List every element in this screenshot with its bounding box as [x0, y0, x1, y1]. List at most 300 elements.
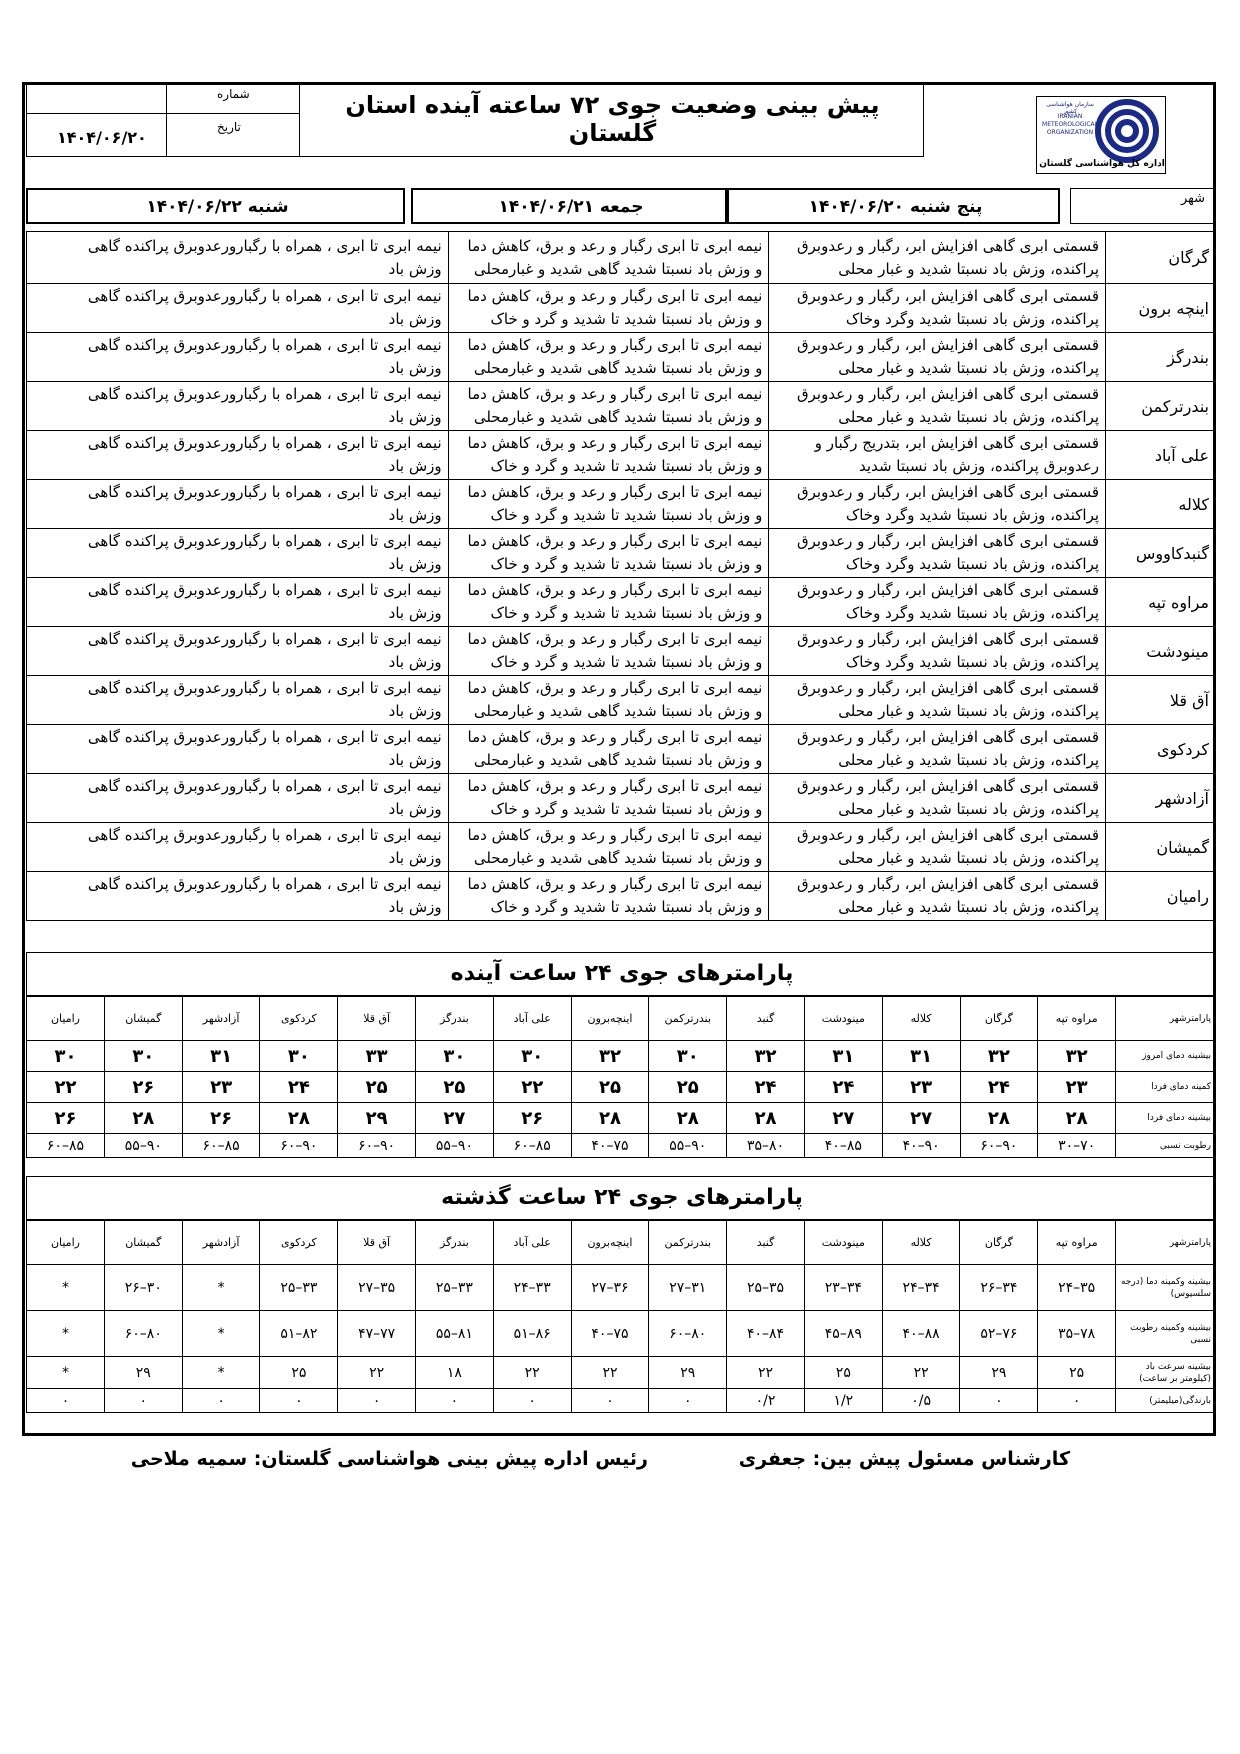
- forecast-cell-d1: [769, 823, 1106, 872]
- forecast-city: مینودشت: [1106, 627, 1216, 676]
- parameter-value: ۰: [571, 1389, 649, 1413]
- parameter-value: ۲۸: [260, 1103, 338, 1134]
- past24-row: [27, 1311, 1216, 1357]
- forecast-text-line: و وزش باد نسبتا شدید تا شدید و گرد و خاک: [490, 800, 763, 818]
- forecast-cell-d1: [769, 333, 1106, 382]
- forecast-text-line: پراکنده، وزش باد نسبتا شدید وگرد وخاک: [845, 653, 1100, 671]
- parameter-value: ۲۵: [260, 1357, 338, 1389]
- parameter-value: ۲۵: [571, 1072, 649, 1103]
- next24-header-row: [27, 997, 1216, 1041]
- forecast-text-line: و وزش باد نسبتا شدید تا شدید و گرد و خاک: [490, 604, 763, 622]
- city-column-header: گنبد: [727, 997, 805, 1041]
- city-column-header: اینچه‌برون: [571, 997, 649, 1041]
- forecast-cell-d3: [27, 232, 449, 284]
- parameter-value: ۲۹: [104, 1357, 182, 1389]
- forecast-text-line: و وزش باد نسبتا شدید تا شدید و گرد و خاک: [490, 506, 763, 524]
- parameter-label: کمینه دمای فردا: [1116, 1072, 1216, 1103]
- city-column-header: گرگان: [960, 997, 1038, 1041]
- city-column-header: مینودشت: [804, 1221, 882, 1265]
- forecast-text-line: پراکنده، وزش باد نسبتا شدید و غبار محلی: [838, 751, 1100, 769]
- city-column-header: رامیان: [27, 1221, 105, 1265]
- forecast-row: [27, 232, 1216, 284]
- forecast-text-line: نیمه ابری تا ابری رگبار و رعد و برق، کاهش دما: [467, 581, 763, 599]
- past24-row: [27, 1389, 1216, 1413]
- parameter-label: رطوبت نسبی: [1116, 1134, 1216, 1158]
- city-column-header: کردکوی: [260, 1221, 338, 1265]
- day-header-1: پنج شنبه ۱۴۰۴/۰۶/۲۰: [727, 188, 1060, 224]
- forecast-text-line: نیمه ابری تا ابری رگبار و رعد و برق، کاهش دما: [467, 236, 763, 255]
- forecast-text-line: قسمتی ابری گاهی افزایش ابر، رگبار و رعدوبرق: [797, 287, 1100, 305]
- parameter-value: ۳۱: [182, 1041, 260, 1072]
- forecast-row: [27, 578, 1216, 627]
- parameter-value: ۳۱: [804, 1041, 882, 1072]
- parameter-label: بیشینه دمای امروز: [1116, 1041, 1216, 1072]
- city-header: شهر: [1180, 191, 1205, 206]
- parameter-value: ۸۹–۴۵: [804, 1311, 882, 1357]
- forecast-text-line: قسمتی ابری گاهی افزایش ابر، رگبار و رعدوبرق: [797, 679, 1100, 697]
- forecast-row: [27, 774, 1216, 823]
- day-header-3: شنبه ۱۴۰۴/۰۶/۲۲: [26, 188, 405, 224]
- date-label: تاریخ: [217, 120, 241, 134]
- forecast-cell-d3: [27, 382, 449, 431]
- city-column-header: رامیان: [27, 997, 105, 1041]
- next24-row: [27, 1072, 1216, 1103]
- parameter-value: ۹۰–۴۰: [882, 1134, 960, 1158]
- parameter-value: ۰: [1038, 1389, 1116, 1413]
- parameter-value: ۲۳: [1038, 1072, 1116, 1103]
- header-number-value-cell: [26, 82, 167, 114]
- parameter-value: ۸۵–۶۰: [182, 1134, 260, 1158]
- forecast-text-line: وزش باد: [388, 702, 442, 720]
- forecast-cell-d2: [448, 382, 769, 431]
- parameter-value: ۲۶: [104, 1072, 182, 1103]
- forecast-cell-d1: [769, 627, 1106, 676]
- forecast-text-line: پراکنده، وزش باد نسبتا شدید و غبار محلی: [838, 408, 1100, 426]
- parameter-value: ۳۰: [260, 1041, 338, 1072]
- logo-icon: [1095, 99, 1159, 159]
- forecast-city: آق قلا: [1106, 676, 1216, 725]
- forecast-text-line: وزش باد: [388, 259, 442, 278]
- header-date-cell: [166, 113, 300, 157]
- forecast-text-line: رعدوبرق پراکنده، وزش باد نسبتا شدید: [859, 457, 1100, 475]
- parameter-value: ۳۳–۲۴: [493, 1265, 571, 1311]
- parameter-value: *: [182, 1357, 260, 1389]
- forecast-city: گرگان: [1106, 232, 1216, 284]
- forecast-text-line: و وزش باد نسبتا شدید گاهی شدید و غبارمحلی: [473, 702, 763, 720]
- parameter-value: ۰: [416, 1389, 494, 1413]
- forecast-cell-d3: [27, 284, 449, 333]
- parameter-value: ۲۵: [338, 1072, 416, 1103]
- parameter-value: ۳۵–۲۷: [338, 1265, 416, 1311]
- parameter-value: ۸۵–۶۰: [493, 1134, 571, 1158]
- parameter-value: ۲۶: [182, 1103, 260, 1134]
- forecast-text-line: نیمه ابری تا ابری ، همراه با رگبارورعدوبرق پراکنده گاهی: [87, 630, 442, 648]
- city-column-header: اینچه‌برون: [571, 1221, 649, 1265]
- forecast-text-line: پراکنده، وزش باد نسبتا شدید وگرد وخاک: [845, 310, 1100, 328]
- past24-title: پارامترهای جوی ۲۴ ساعت گذشته: [441, 1185, 803, 1210]
- parameter-value: *: [27, 1357, 105, 1389]
- parameter-value: ۰/۲: [727, 1389, 805, 1413]
- parameter-value: ۳۴–۲۳: [804, 1265, 882, 1311]
- parameter-value: ۹۰–۶۰: [260, 1134, 338, 1158]
- parameter-label: بیشینه دمای فردا: [1116, 1103, 1216, 1134]
- forecast-text-line: پراکنده، وزش باد نسبتا شدید و غبار محلی: [838, 800, 1100, 818]
- forecast-text-line: نیمه ابری تا ابری ، همراه با رگبارورعدوبرق پراکنده گاهی: [87, 483, 442, 501]
- parameter-value: ۲۸: [649, 1103, 727, 1134]
- parameter-value: ۰: [27, 1389, 105, 1413]
- parameter-value: ۲۲: [727, 1357, 805, 1389]
- forecast-text-line: قسمتی ابری گاهی افزایش ابر، رگبار و رعدوبرق: [797, 336, 1100, 354]
- past24-header-row: [27, 1221, 1216, 1265]
- forecast-text-line: و وزش باد نسبتا شدید گاهی شدید و غبارمحلی: [473, 751, 763, 769]
- parameter-value: ۳۰: [104, 1041, 182, 1072]
- forecast-city: مراوه تپه: [1106, 578, 1216, 627]
- forecast-text-line: قسمتی ابری گاهی افزایش ابر، رگبار و رعدوبرق: [797, 581, 1100, 599]
- parameter-value: ۲۸: [571, 1103, 649, 1134]
- forecast-text-line: وزش باد: [388, 653, 442, 671]
- parameter-value: ۸۰–۶۰: [649, 1311, 727, 1357]
- forecast-row: [27, 529, 1216, 578]
- day-header-2: جمعه ۱۴۰۴/۰۶/۲۱: [411, 188, 727, 224]
- forecast-cell-d2: [448, 333, 769, 382]
- forecast-cell-d2: [448, 774, 769, 823]
- forecast-text-line: و وزش باد نسبتا شدید گاهی شدید و غبارمحلی: [473, 259, 763, 278]
- forecast-cell-d3: [27, 823, 449, 872]
- forecaster-signature: کارشناس مسئول پیش بین: جعفری: [738, 1448, 1070, 1470]
- page-title: پیش بینی وضعیت جوی ۷۲ ساعته آینده استان گلستان: [345, 91, 880, 147]
- forecast-text-line: وزش باد: [388, 457, 442, 475]
- past24-row: [27, 1357, 1216, 1389]
- forecast-text-line: نیمه ابری تا ابری رگبار و رعد و برق، کاهش دما: [467, 434, 763, 452]
- parameter-value: ۹۰–۵۵: [649, 1134, 727, 1158]
- parameter-value: ۳۵–۲۵: [727, 1265, 805, 1311]
- parameter-value: ۰: [182, 1389, 260, 1413]
- next24-row: [27, 1103, 1216, 1134]
- forecast-row: [27, 627, 1216, 676]
- city-header-cell: [1070, 188, 1216, 224]
- parameter-value: ۰: [649, 1389, 727, 1413]
- forecast-cell-d2: [448, 872, 769, 921]
- parameter-value: ۸۵–۴۰: [804, 1134, 882, 1158]
- forecast-city: گمیشان: [1106, 823, 1216, 872]
- forecast-row: [27, 284, 1216, 333]
- parameter-value: ۱/۲: [804, 1389, 882, 1413]
- forecast-text-line: وزش باد: [388, 408, 442, 426]
- forecast-text-line: پراکنده، وزش باد نسبتا شدید و غبار محلی: [838, 702, 1100, 720]
- city-column-header: کردکوی: [260, 997, 338, 1041]
- parameter-value: ۲۵: [804, 1357, 882, 1389]
- parameter-value: ۷۵–۴۰: [571, 1311, 649, 1357]
- forecast-text-line: قسمتی ابری گاهی افزایش ابر، رگبار و رعدوبرق: [797, 728, 1100, 746]
- parameter-value: ۳۰: [416, 1041, 494, 1072]
- forecast-text-line: پراکنده، وزش باد نسبتا شدید و غبار محلی: [838, 359, 1100, 377]
- forecast-cell-d1: [769, 676, 1106, 725]
- forecast-cell-d2: [448, 676, 769, 725]
- forecast-text-line: پراکنده، وزش باد نسبتا شدید و غبار محلی: [838, 898, 1100, 916]
- forecast-text-line: نیمه ابری تا ابری رگبار و رعد و برق، کاهش دما: [467, 777, 763, 795]
- city-column-header: آزادشهر: [182, 1221, 260, 1265]
- head-signature: رئیس اداره پیش بینی هواشناسی گلستان: سمیه ملاحی: [130, 1448, 648, 1470]
- forecast-text-line: قسمتی ابری گاهی افزایش ابر، رگبار و رعدوبرق: [797, 483, 1100, 501]
- forecast-cell-d1: [769, 529, 1106, 578]
- forecast-city: رامیان: [1106, 872, 1216, 921]
- forecast-cell-d3: [27, 578, 449, 627]
- parameter-value: ۲۳: [882, 1072, 960, 1103]
- forecast-text-line: و وزش باد نسبتا شدید تا شدید و گرد و خاک: [490, 653, 763, 671]
- forecast-city: علی آباد: [1106, 431, 1216, 480]
- city-column-header: مینودشت: [804, 997, 882, 1041]
- parameter-value: ۳۵–۲۴: [1038, 1265, 1116, 1311]
- parameter-value: ۲۲: [493, 1072, 571, 1103]
- next24-title-cell: [26, 952, 1216, 996]
- forecast-text-line: نیمه ابری تا ابری رگبار و رعد و برق، کاهش دما: [467, 385, 763, 403]
- parameter-value: ۲۹: [960, 1357, 1038, 1389]
- parameter-value: ۳۲: [1038, 1041, 1116, 1072]
- parameter-value: ۸۵–۶۰: [27, 1134, 105, 1158]
- parameter-value: ۹۰–۵۵: [416, 1134, 494, 1158]
- forecast-cell-d2: [448, 725, 769, 774]
- forecast-text-line: وزش باد: [388, 751, 442, 769]
- forecast-cell-d1: [769, 284, 1106, 333]
- parameter-value: ۲۴: [260, 1072, 338, 1103]
- forecast-text-line: نیمه ابری تا ابری ، همراه با رگبارورعدوبرق پراکنده گاهی: [87, 532, 442, 550]
- parameter-value: ۳۰: [493, 1041, 571, 1072]
- parameter-value: ۹۰–۵۵: [104, 1134, 182, 1158]
- parameter-value: ۲۵: [649, 1072, 727, 1103]
- forecast-text-line: قسمتی ابری گاهی افزایش ابر، رگبار و رعدوبرق: [797, 875, 1100, 893]
- parameter-value: ۲۲: [882, 1357, 960, 1389]
- forecast-text-line: نیمه ابری تا ابری رگبار و رعد و برق، کاهش دما: [467, 630, 763, 648]
- forecast-text-line: پراکنده، وزش باد نسبتا شدید و غبار محلی: [838, 849, 1100, 867]
- parameter-value: ۱۸: [416, 1357, 494, 1389]
- parameter-value: ۰: [960, 1389, 1038, 1413]
- forecast-table: [26, 231, 1216, 921]
- parameter-value: ۲۴: [804, 1072, 882, 1103]
- parameter-value: ۳۳–۲۵: [260, 1265, 338, 1311]
- city-column-header: مراوه تپه: [1038, 997, 1116, 1041]
- forecast-cell-d1: [769, 774, 1106, 823]
- forecast-cell-d2: [448, 480, 769, 529]
- forecast-text-line: قسمتی ابری گاهی افزایش ابر، رگبار و رعدوبرق: [797, 777, 1100, 795]
- forecast-text-line: نیمه ابری تا ابری ، همراه با رگبارورعدوبرق پراکنده گاهی: [87, 679, 442, 697]
- header-title-cell: [299, 82, 924, 157]
- forecast-text-line: و وزش باد نسبتا شدید گاهی شدید و غبارمحلی: [473, 359, 763, 377]
- parameter-value: ۲۸: [727, 1103, 805, 1134]
- forecast-text-line: و وزش باد نسبتا شدید تا شدید و گرد و خاک: [490, 898, 763, 916]
- city-column-header: کلاله: [882, 997, 960, 1041]
- parameter-value: ۲۲: [27, 1072, 105, 1103]
- parameter-value: ۲۸: [960, 1103, 1038, 1134]
- parameter-value: ۹۰–۶۰: [960, 1134, 1038, 1158]
- forecast-text-line: نیمه ابری تا ابری رگبار و رعد و برق، کاهش دما: [467, 728, 763, 746]
- parameter-value: ۲۹: [338, 1103, 416, 1134]
- parameter-value: ۲۶: [27, 1103, 105, 1134]
- parameter-value: ۸۱–۵۵: [416, 1311, 494, 1357]
- logo-caption: اداره کل هواشناسی گلستان: [1039, 159, 1165, 169]
- parameter-value: ۲۵: [416, 1072, 494, 1103]
- parameter-value: ۹۰–۶۰: [338, 1134, 416, 1158]
- forecast-cell-d1: [769, 872, 1106, 921]
- forecast-text-line: نیمه ابری تا ابری ، همراه با رگبارورعدوبرق پراکنده گاهی: [87, 385, 442, 403]
- parameter-value: ۸۰–۳۵: [727, 1134, 805, 1158]
- forecast-city: کلاله: [1106, 480, 1216, 529]
- forecast-cell-d2: [448, 529, 769, 578]
- parameter-value: ۸۰–۶۰: [104, 1311, 182, 1357]
- forecast-cell-d1: [769, 725, 1106, 774]
- city-column-header: بندرترکمن: [649, 1221, 727, 1265]
- forecast-cell-d3: [27, 333, 449, 382]
- forecast-cell-d1: [769, 431, 1106, 480]
- city-column-header: گرگان: [960, 1221, 1038, 1265]
- parameter-value: ۲۸: [104, 1103, 182, 1134]
- parameter-value: *: [182, 1311, 260, 1357]
- city-column-header: آزادشهر: [182, 997, 260, 1041]
- forecast-text-line: وزش باد: [388, 604, 442, 622]
- forecast-text-line: پراکنده، وزش باد نسبتا شدید وگرد وخاک: [845, 506, 1100, 524]
- forecast-city: آزادشهر: [1106, 774, 1216, 823]
- parameter-value: ۷۶–۵۲: [960, 1311, 1038, 1357]
- parameter-value: ۲۲: [571, 1357, 649, 1389]
- parameter-value: ۰: [338, 1389, 416, 1413]
- forecast-cell-d3: [27, 872, 449, 921]
- parameter-value: ۲۷: [882, 1103, 960, 1134]
- parameter-value: ۳۴–۲۶: [960, 1265, 1038, 1311]
- forecast-text-line: و وزش باد نسبتا شدید تا شدید و گرد و خاک: [490, 310, 763, 328]
- forecast-cell-d3: [27, 480, 449, 529]
- city-column-header: مراوه تپه: [1038, 1221, 1116, 1265]
- parameter-value: ۳۲: [960, 1041, 1038, 1072]
- parameter-value: ۳۱: [882, 1041, 960, 1072]
- forecast-text-line: نیمه ابری تا ابری رگبار و رعد و برق، کاهش دما: [467, 532, 763, 550]
- parameter-value: ۳۰: [27, 1041, 105, 1072]
- parameter-value: ۳۰: [649, 1041, 727, 1072]
- forecast-cell-d3: [27, 676, 449, 725]
- parameter-value: ۲۳: [182, 1072, 260, 1103]
- forecast-cell-d1: [769, 382, 1106, 431]
- parameter-value: ۳۲: [727, 1041, 805, 1072]
- forecast-city: بندرترکمن: [1106, 382, 1216, 431]
- parameter-value: ۲۸: [1038, 1103, 1116, 1134]
- forecast-text-line: نیمه ابری تا ابری ، همراه با رگبارورعدوبرق پراکنده گاهی: [87, 434, 442, 452]
- forecast-text-line: و وزش باد نسبتا شدید تا شدید و گرد و خاک: [490, 555, 763, 573]
- forecast-row: [27, 676, 1216, 725]
- forecast-cell-d1: [769, 480, 1106, 529]
- next24-row: [27, 1041, 1216, 1072]
- parameter-value: ۲۹: [649, 1357, 727, 1389]
- forecast-text-line: قسمتی ابری گاهی افزایش ابر، رگبار و رعدوبرق: [797, 630, 1100, 648]
- forecast-cell-d1: [769, 232, 1106, 284]
- city-column-header: آق قلا: [338, 1221, 416, 1265]
- forecast-cell-d3: [27, 529, 449, 578]
- forecast-city: کردکوی: [1106, 725, 1216, 774]
- forecast-text-line: وزش باد: [388, 800, 442, 818]
- forecast-text-line: و وزش باد نسبتا شدید تا شدید و گرد و خاک: [490, 457, 763, 475]
- parameter-label: بیشینه سرعت باد (کیلومتر بر ساعت): [1116, 1357, 1216, 1389]
- forecast-text-line: قسمتی ابری گاهی افزایش ابر، رگبار و رعدوبرق: [797, 826, 1100, 844]
- city-column-header: بندرگز: [416, 997, 494, 1041]
- parameter-value: ۸۴–۴۰: [727, 1311, 805, 1357]
- forecast-row: [27, 725, 1216, 774]
- parameter-value: ۲۷: [804, 1103, 882, 1134]
- parameter-value: ۲۲: [338, 1357, 416, 1389]
- city-column-header: آق قلا: [338, 997, 416, 1041]
- parameter-value: ۳۰–۲۶: [104, 1265, 182, 1311]
- forecast-text-line: قسمتی ابری گاهی افزایش ابر، بتدریج رگبار و: [814, 434, 1100, 452]
- corner-label: پارامترشهر: [1116, 997, 1216, 1041]
- forecast-text-line: قسمتی ابری گاهی افزایش ابر، رگبار و رعدوبرق: [797, 385, 1100, 403]
- forecast-row: [27, 333, 1216, 382]
- city-column-header: گمیشان: [104, 997, 182, 1041]
- forecast-text-line: پراکنده، وزش باد نسبتا شدید وگرد وخاک: [845, 604, 1100, 622]
- parameter-value: ۳۴–۲۴: [882, 1265, 960, 1311]
- forecast-row: [27, 382, 1216, 431]
- forecast-text-line: نیمه ابری تا ابری رگبار و رعد و برق، کاهش دما: [467, 483, 763, 501]
- next24-title: پارامترهای جوی ۲۴ ساعت آینده: [450, 961, 794, 986]
- next24-table: [26, 996, 1216, 1158]
- city-column-header: علی آباد: [493, 1221, 571, 1265]
- forecast-cell-d2: [448, 627, 769, 676]
- forecast-text-line: نیمه ابری تا ابری ، همراه با رگبارورعدوبرق پراکنده گاهی: [87, 287, 442, 305]
- forecast-text-line: وزش باد: [388, 359, 442, 377]
- parameter-value: ۰: [260, 1389, 338, 1413]
- forecast-text-line: وزش باد: [388, 849, 442, 867]
- parameter-value: ۲۵: [1038, 1357, 1116, 1389]
- city-column-header: بندرگز: [416, 1221, 494, 1265]
- forecast-cell-d3: [27, 627, 449, 676]
- forecast-text-line: و وزش باد نسبتا شدید گاهی شدید و غبارمحلی: [473, 849, 763, 867]
- parameter-value: ۰: [104, 1389, 182, 1413]
- forecast-text-line: وزش باد: [388, 506, 442, 524]
- forecast-text-line: نیمه ابری تا ابری رگبار و رعد و برق، کاهش دما: [467, 826, 763, 844]
- forecast-text-line: نیمه ابری تا ابری ، همراه با رگبارورعدوبرق پراکنده گاهی: [87, 236, 442, 255]
- logo-text-top: سازمان هواشناسی کشور: [1046, 101, 1094, 115]
- parameter-value: ۳۲: [571, 1041, 649, 1072]
- forecast-text-line: نیمه ابری تا ابری رگبار و رعد و برق، کاهش دما: [467, 679, 763, 697]
- forecast-row: [27, 431, 1216, 480]
- city-column-header: گنبد: [727, 1221, 805, 1265]
- city-column-header: علی آباد: [493, 997, 571, 1041]
- forecast-cell-d2: [448, 232, 769, 284]
- header-number-cell: [166, 82, 300, 114]
- past24-row: [27, 1265, 1216, 1311]
- forecast-cell-d2: [448, 431, 769, 480]
- forecast-text-line: نیمه ابری تا ابری رگبار و رعد و برق، کاهش دما: [467, 875, 763, 893]
- forecast-text-line: نیمه ابری تا ابری ، همراه با رگبارورعدوبرق پراکنده گاهی: [87, 826, 442, 844]
- forecast-text-line: نیمه ابری تا ابری ، همراه با رگبارورعدوبرق پراکنده گاهی: [87, 777, 442, 795]
- forecast-text-line: وزش باد: [388, 310, 442, 328]
- forecast-text-line: نیمه ابری تا ابری ، همراه با رگبارورعدوبرق پراکنده گاهی: [87, 875, 442, 893]
- date-value: ۱۴۰۴/۰۶/۲۰: [57, 128, 147, 147]
- parameter-value: ۷۸–۳۵: [1038, 1311, 1116, 1357]
- forecast-cell-d3: [27, 431, 449, 480]
- parameter-label: بیشینه وکمینه رطوبت نسبی: [1116, 1311, 1216, 1357]
- forecast-text-line: نیمه ابری تا ابری ، همراه با رگبارورعدوبرق پراکنده گاهی: [87, 728, 442, 746]
- parameter-value: ۰/۵: [882, 1389, 960, 1413]
- parameter-value: *: [27, 1265, 105, 1311]
- parameter-value: *: [182, 1265, 260, 1311]
- parameter-value: ۰: [493, 1389, 571, 1413]
- parameter-value: ۳۳–۲۵: [416, 1265, 494, 1311]
- past24-table: [26, 1220, 1216, 1413]
- forecast-cell-d3: [27, 725, 449, 774]
- forecast-text-line: وزش باد: [388, 555, 442, 573]
- forecast-text-line: نیمه ابری تا ابری رگبار و رعد و برق، کاهش دما: [467, 336, 763, 354]
- parameter-label: بیشینه وکمینه دما (درجه سلسیوس): [1116, 1265, 1216, 1311]
- forecast-row: [27, 872, 1216, 921]
- forecast-cell-d2: [448, 284, 769, 333]
- forecast-text-line: نیمه ابری تا ابری رگبار و رعد و برق، کاهش دما: [467, 287, 763, 305]
- forecast-cell-d2: [448, 578, 769, 627]
